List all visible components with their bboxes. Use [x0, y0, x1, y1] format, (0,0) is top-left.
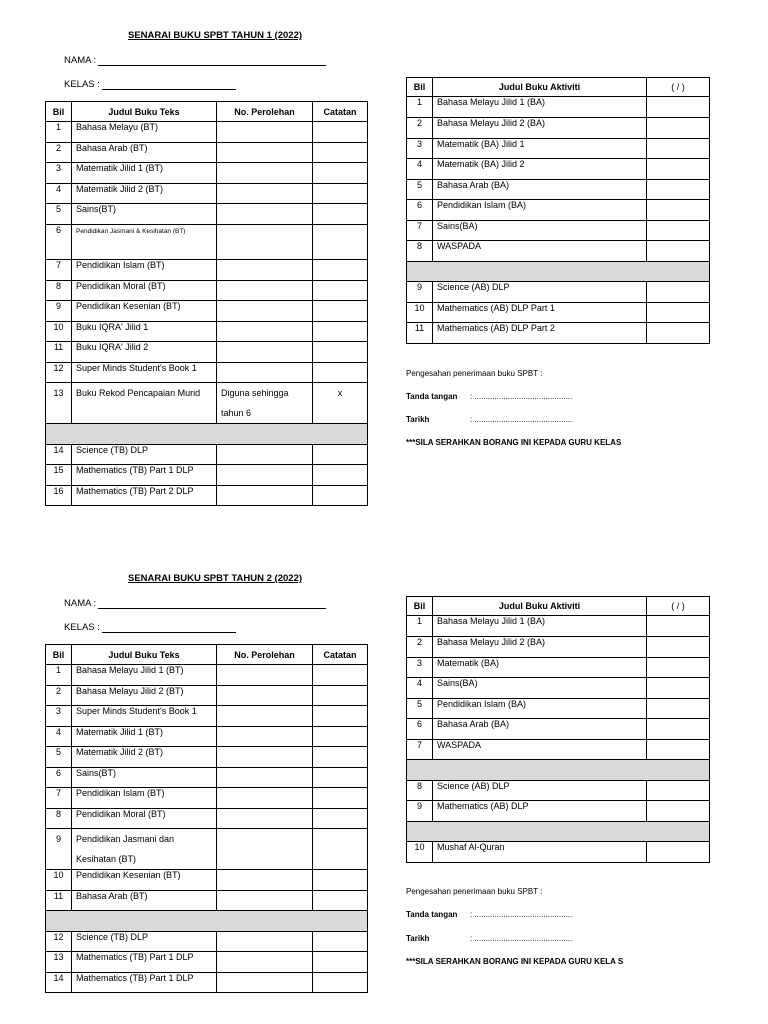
table-row	[46, 204, 368, 225]
table-row	[46, 952, 368, 973]
tick-cell[interactable]	[647, 303, 710, 323]
header-catatan: Catatan	[313, 102, 368, 122]
book-title: Mathematics (AB) DLP Part 1	[433, 303, 647, 323]
row-num: 4	[407, 678, 433, 699]
perolehan-cell[interactable]	[217, 184, 313, 204]
book-title: Buku IQRA' Jilid 1	[72, 322, 217, 342]
tick-cell[interactable]	[647, 282, 710, 303]
perolehan-cell[interactable]	[217, 870, 313, 891]
perolehan-cell[interactable]	[217, 445, 313, 465]
form1-tarikh-row[interactable]	[406, 415, 573, 424]
book-title: Science (TB) DLP	[72, 932, 217, 952]
tick-cell[interactable]	[647, 200, 710, 221]
row-num: 5	[46, 204, 72, 225]
perolehan-cell[interactable]	[217, 342, 313, 363]
table-row	[407, 221, 710, 241]
book-title: Mathematics (TB) Part 1 DLP	[72, 465, 217, 486]
header-bil: Bil	[46, 102, 72, 122]
form1-notice	[406, 438, 621, 447]
form2-aktiviti-table	[406, 596, 710, 863]
tick-cell[interactable]	[647, 801, 710, 822]
kelas-input-line[interactable]	[102, 80, 236, 90]
book-title: Super Minds Student's Book 1	[72, 706, 217, 727]
shaded-separator-row	[46, 424, 368, 445]
table-row	[407, 842, 710, 863]
book-title: Science (AB) DLP	[433, 282, 647, 303]
book-title: Pendidikan Kesenian (BT)	[72, 301, 217, 322]
form2-teks-table	[45, 644, 368, 993]
table-row	[46, 932, 368, 952]
book-title: Matematik Jilid 2 (BT)	[72, 747, 217, 768]
book-title: Mathematics (TB) Part 1 DLP	[72, 973, 217, 993]
book-title: Bahasa Melayu Jilid 1 (BA)	[433, 97, 647, 118]
row-num: 8	[407, 241, 433, 262]
table-row	[46, 163, 368, 184]
book-title: Bahasa Arab (BA)	[433, 719, 647, 740]
shaded-separator-row	[46, 911, 368, 932]
table-row	[46, 465, 368, 486]
book-title: Pendidikan Islam (BT)	[72, 788, 217, 809]
header-bil: Bil	[407, 597, 433, 616]
catatan-cell[interactable]	[313, 342, 368, 363]
perolehan-cell[interactable]	[217, 301, 313, 322]
book-title: Bahasa Melayu Jilid 1 (BT)	[72, 665, 217, 686]
row-num: 11	[46, 342, 72, 363]
table-row	[407, 801, 710, 822]
catatan-cell[interactable]	[313, 184, 368, 204]
perolehan-cell[interactable]	[217, 163, 313, 184]
catatan-cell[interactable]	[313, 122, 368, 143]
table-row	[407, 200, 710, 221]
shaded-separator-row	[407, 262, 710, 282]
book-title: Sains(BA)	[433, 678, 647, 699]
tick-cell[interactable]	[647, 241, 710, 262]
form1-aktiviti-table	[406, 77, 710, 344]
perolehan-cell[interactable]	[217, 747, 313, 768]
tarikh-label: Tarikh	[406, 934, 430, 943]
row-num: 14	[46, 973, 72, 993]
nama-label: NAMA :	[64, 598, 97, 609]
header-perolehan: No. Perolehan	[217, 102, 313, 122]
book-title: Bahasa Melayu Jilid 2 (BA)	[433, 118, 647, 139]
tick-cell[interactable]	[647, 97, 710, 118]
book-title: Matematik (BA) Jilid 1	[433, 139, 647, 159]
book-title: Buku IQRA' Jilid 2	[72, 342, 217, 363]
table-row	[46, 686, 368, 706]
book-title: Pendidikan Moral (BT)	[72, 809, 217, 829]
tick-cell[interactable]	[647, 323, 710, 344]
book-title: Matematik Jilid 1 (BT)	[72, 163, 217, 184]
header-judul: Judul Buku Teks	[72, 645, 217, 665]
notice-text: ***SILA SERAHKAN BORANG INI KEPADA GURU KELAS	[406, 438, 622, 447]
perolehan-cell[interactable]	[217, 686, 313, 706]
book-title: Bahasa Melayu Jilid 1 (BA)	[433, 616, 647, 637]
table-row	[46, 260, 368, 281]
perolehan-cell[interactable]	[217, 363, 313, 383]
perolehan-cell[interactable]	[217, 829, 313, 870]
catatan-cell[interactable]	[313, 363, 368, 383]
row-num: 10	[46, 870, 72, 891]
row-num: 2	[46, 686, 72, 706]
form2-tarikh-row[interactable]	[406, 934, 573, 943]
book-title: Matematik Jilid 1 (BT)	[72, 727, 217, 747]
table-row	[46, 342, 368, 363]
table-row	[407, 323, 710, 344]
table-row	[46, 143, 368, 163]
perolehan-cell[interactable]	[217, 952, 313, 973]
form2-tandatangan-row[interactable]	[406, 910, 573, 919]
book-title: Pendidikan Islam (BA)	[433, 699, 647, 719]
kelas-input-line[interactable]	[102, 623, 236, 633]
table-row	[46, 973, 368, 993]
book-title: Pendidikan Jasmani & Kesihatan (BT)	[72, 225, 217, 260]
perolehan-cell[interactable]	[217, 281, 313, 301]
row-num: 10	[407, 303, 433, 323]
table-row	[46, 281, 368, 301]
form1-title: SENARAI BUKU SPBT TAHUN 1 (2022)	[128, 30, 303, 41]
catatan-cell[interactable]	[313, 952, 368, 973]
header-tick: ( / )	[647, 78, 710, 97]
kelas-label: KELAS :	[64, 79, 100, 90]
book-title: Bahasa Arab (BT)	[72, 143, 217, 163]
table-row	[407, 118, 710, 139]
catatan-cell[interactable]	[313, 973, 368, 993]
book-title: Matematik (BA) Jilid 2	[433, 159, 647, 180]
row-num: 7	[46, 788, 72, 809]
table-row	[46, 747, 368, 768]
perolehan-cell[interactable]	[217, 465, 313, 486]
tarikh-dots[interactable]: : ............................................	[470, 415, 573, 424]
header-tick: ( / )	[647, 597, 710, 616]
tick-cell[interactable]	[647, 678, 710, 699]
catatan-cell[interactable]	[313, 809, 368, 829]
row-num: 3	[407, 139, 433, 159]
form2-notice	[406, 957, 623, 966]
catatan-cell[interactable]	[313, 301, 368, 322]
shaded-separator-row	[407, 760, 710, 781]
header-judul-aktiviti: Judul Buku Aktiviti	[433, 78, 647, 97]
catatan-cell[interactable]	[313, 143, 368, 163]
catatan-cell[interactable]	[313, 163, 368, 184]
catatan-cell[interactable]	[313, 829, 368, 870]
header-catatan: Catatan	[313, 645, 368, 665]
table-row	[407, 97, 710, 118]
nama-label: NAMA :	[64, 55, 97, 66]
catatan-cell[interactable]	[313, 932, 368, 952]
row-num: 11	[46, 891, 72, 911]
catatan-cell[interactable]	[313, 486, 368, 506]
row-num: 5	[407, 699, 433, 719]
table-row	[407, 699, 710, 719]
table-row	[46, 383, 368, 424]
perolehan-cell[interactable]	[217, 486, 313, 506]
catatan-cell[interactable]	[313, 788, 368, 809]
book-title: Bahasa Melayu (BT)	[72, 122, 217, 143]
book-title: Pendidikan Jasmani dan Kesihatan (BT)	[72, 829, 217, 870]
row-num: 2	[407, 118, 433, 139]
tick-cell[interactable]	[647, 616, 710, 637]
book-title: Mathematics (TB) Part 1 DLP	[72, 952, 217, 973]
table-header-row	[46, 645, 368, 665]
form2-pengesahan: Pengesahan penerimaan buku SPBT :	[406, 887, 543, 896]
table-row	[407, 139, 710, 159]
row-num: 12	[46, 363, 72, 383]
table-row	[407, 740, 710, 760]
form1-tandatangan-row[interactable]	[406, 392, 573, 401]
tick-cell[interactable]	[647, 118, 710, 139]
table-row	[407, 658, 710, 678]
table-row	[46, 891, 368, 911]
form2-kelas-field[interactable]	[64, 622, 236, 633]
perolehan-cell[interactable]	[217, 809, 313, 829]
table-row	[46, 486, 368, 506]
book-title: Pendidikan Moral (BT)	[72, 281, 217, 301]
book-title: Sains(BT)	[72, 768, 217, 788]
table-row	[46, 665, 368, 686]
table-row	[407, 678, 710, 699]
row-num: 3	[46, 706, 72, 727]
perolehan-cell[interactable]	[217, 665, 313, 686]
perolehan-cell[interactable]	[217, 788, 313, 809]
row-num: 10	[407, 842, 433, 863]
catatan-cell[interactable]	[313, 686, 368, 706]
row-num: 9	[46, 301, 72, 322]
catatan-cell[interactable]	[313, 665, 368, 686]
table-row	[46, 301, 368, 322]
row-num: 14	[46, 445, 72, 465]
row-num: 1	[407, 97, 433, 118]
row-num: 9	[407, 282, 433, 303]
row-num: 6	[407, 200, 433, 221]
table-row	[46, 706, 368, 727]
form2-title: SENARAI BUKU SPBT TAHUN 2 (2022)	[128, 573, 303, 584]
perolehan-cell: Diguna sehingga tahun 6	[217, 383, 313, 424]
row-num: 6	[46, 225, 72, 260]
row-num: 2	[407, 637, 433, 658]
kelas-label: KELAS :	[64, 622, 100, 633]
table-row	[46, 445, 368, 465]
perolehan-cell[interactable]	[217, 322, 313, 342]
book-title: WASPADA	[433, 740, 647, 760]
header-perolehan: No. Perolehan	[217, 645, 313, 665]
header-judul-aktiviti: Judul Buku Aktiviti	[433, 597, 647, 616]
nama-input-line[interactable]	[98, 56, 326, 66]
row-num: 8	[407, 781, 433, 801]
catatan-cell[interactable]	[313, 445, 368, 465]
table-row	[46, 768, 368, 788]
tick-cell[interactable]	[647, 781, 710, 801]
row-num: 16	[46, 486, 72, 506]
table-row	[407, 781, 710, 801]
tarikh-label: Tarikh	[406, 415, 430, 424]
perolehan-cell[interactable]	[217, 225, 313, 260]
table-row	[46, 322, 368, 342]
row-num: 10	[46, 322, 72, 342]
form1-kelas-field[interactable]	[64, 79, 236, 90]
tick-cell[interactable]	[647, 699, 710, 719]
tick-cell[interactable]	[647, 719, 710, 740]
row-num: 13	[46, 952, 72, 973]
book-title: Mathematics (AB) DLP Part 2	[433, 323, 647, 344]
table-header-row	[407, 78, 710, 97]
row-num: 7	[46, 260, 72, 281]
catatan-cell[interactable]	[313, 870, 368, 891]
row-num: 5	[407, 180, 433, 200]
perolehan-cell[interactable]	[217, 727, 313, 747]
row-num: 3	[46, 163, 72, 184]
catatan-cell[interactable]	[313, 225, 368, 260]
row-num: 1	[46, 665, 72, 686]
row-num: 4	[46, 727, 72, 747]
table-row	[407, 241, 710, 262]
perolehan-cell[interactable]	[217, 891, 313, 911]
table-row	[407, 159, 710, 180]
row-num: 8	[46, 809, 72, 829]
catatan-cell[interactable]	[313, 727, 368, 747]
row-num: 15	[46, 465, 72, 486]
catatan-cell[interactable]	[313, 322, 368, 342]
row-num: 1	[46, 122, 72, 143]
perolehan-cell[interactable]	[217, 204, 313, 225]
book-title: Mushaf Al-Quran	[433, 842, 647, 863]
catatan-cell[interactable]	[313, 747, 368, 768]
catatan-cell[interactable]	[313, 706, 368, 727]
book-title: Bahasa Melayu Jilid 2 (BA)	[433, 637, 647, 658]
book-title: Science (AB) DLP	[433, 781, 647, 801]
perolehan-cell[interactable]	[217, 260, 313, 281]
catatan-cell[interactable]	[313, 260, 368, 281]
row-num: 13	[46, 383, 72, 424]
row-num: 7	[407, 221, 433, 241]
row-num: 7	[407, 740, 433, 760]
tick-cell[interactable]	[647, 139, 710, 159]
book-title: Mathematics (AB) DLP	[433, 801, 647, 822]
perolehan-cell[interactable]	[217, 122, 313, 143]
row-num: 6	[407, 719, 433, 740]
row-num: 1	[407, 616, 433, 637]
row-num: 5	[46, 747, 72, 768]
catatan-cell[interactable]	[313, 768, 368, 788]
row-num: 12	[46, 932, 72, 952]
table-row	[407, 719, 710, 740]
book-title: Bahasa Melayu Jilid 2 (BT)	[72, 686, 217, 706]
book-title: Pendidikan Islam (BA)	[433, 200, 647, 221]
row-num: 11	[407, 323, 433, 344]
book-title: Matematik (BA)	[433, 658, 647, 678]
tandatangan-label: Tanda tangan	[406, 910, 458, 919]
book-title: Sains(BT)	[72, 204, 217, 225]
table-row	[46, 122, 368, 143]
form1-nama-field[interactable]	[64, 55, 326, 66]
nama-input-line[interactable]	[98, 599, 326, 609]
book-title: WASPADA	[433, 241, 647, 262]
row-num: 3	[407, 658, 433, 678]
catatan-cell: x	[313, 383, 368, 424]
perolehan-cell[interactable]	[217, 768, 313, 788]
perolehan-cell[interactable]	[217, 973, 313, 993]
table-row	[46, 809, 368, 829]
row-num: 4	[407, 159, 433, 180]
book-title: Bahasa Arab (BT)	[72, 891, 217, 911]
catatan-cell[interactable]	[313, 281, 368, 301]
row-num: 6	[46, 768, 72, 788]
header-judul: Judul Buku Teks	[72, 102, 217, 122]
row-num: 2	[46, 143, 72, 163]
catatan-cell[interactable]	[313, 465, 368, 486]
tick-cell[interactable]	[647, 637, 710, 658]
book-title: Mathematics (TB) Part 2 DLP	[72, 486, 217, 506]
notice-text: ***SILA SERAHKAN BORANG INI KEPADA GURU KELA S	[406, 957, 624, 966]
perolehan-cell[interactable]	[217, 706, 313, 727]
tick-cell[interactable]	[647, 159, 710, 180]
table-row	[46, 363, 368, 383]
tick-cell[interactable]	[647, 740, 710, 760]
tarikh-dots[interactable]: : ............................................	[470, 934, 573, 943]
table-row	[407, 303, 710, 323]
table-row	[46, 870, 368, 891]
tick-cell[interactable]	[647, 221, 710, 241]
book-title: Matematik Jilid 2 (BT)	[72, 184, 217, 204]
form1-teks-table	[45, 101, 368, 506]
table-row	[46, 727, 368, 747]
book-title: Sains(BA)	[433, 221, 647, 241]
table-row	[46, 184, 368, 204]
tandatangan-dots[interactable]: : ............................................	[470, 392, 573, 401]
row-num: 9	[407, 801, 433, 822]
table-header-row	[407, 597, 710, 616]
tick-cell[interactable]	[647, 180, 710, 200]
table-row	[407, 282, 710, 303]
catatan-cell[interactable]	[313, 891, 368, 911]
tick-cell[interactable]	[647, 658, 710, 678]
table-row	[407, 616, 710, 637]
table-row	[407, 180, 710, 200]
table-row	[46, 829, 368, 870]
catatan-cell[interactable]	[313, 204, 368, 225]
table-row	[46, 225, 368, 260]
header-bil: Bil	[46, 645, 72, 665]
header-bil: Bil	[407, 78, 433, 97]
book-title: Bahasa Arab (BA)	[433, 180, 647, 200]
tick-cell[interactable]	[647, 842, 710, 863]
perolehan-cell[interactable]	[217, 932, 313, 952]
row-num: 4	[46, 184, 72, 204]
perolehan-cell[interactable]	[217, 143, 313, 163]
book-title: Buku Rekod Pencapaian Murid	[72, 383, 217, 424]
table-row	[407, 637, 710, 658]
book-title: Super Minds Student's Book 1	[72, 363, 217, 383]
table-row	[46, 788, 368, 809]
form1-pengesahan: Pengesahan penerimaan buku SPBT :	[406, 369, 543, 378]
book-title: Science (TB) DLP	[72, 445, 217, 465]
form2-nama-field[interactable]	[64, 598, 326, 609]
tandatangan-dots[interactable]: : ............................................	[470, 910, 573, 919]
row-num: 9	[46, 829, 72, 870]
book-title: Pendidikan Kesenian (BT)	[72, 870, 217, 891]
shaded-separator-row	[407, 822, 710, 842]
book-title: Pendidikan Islam (BT)	[72, 260, 217, 281]
row-num: 8	[46, 281, 72, 301]
table-header-row	[46, 102, 368, 122]
tandatangan-label: Tanda tangan	[406, 392, 458, 401]
